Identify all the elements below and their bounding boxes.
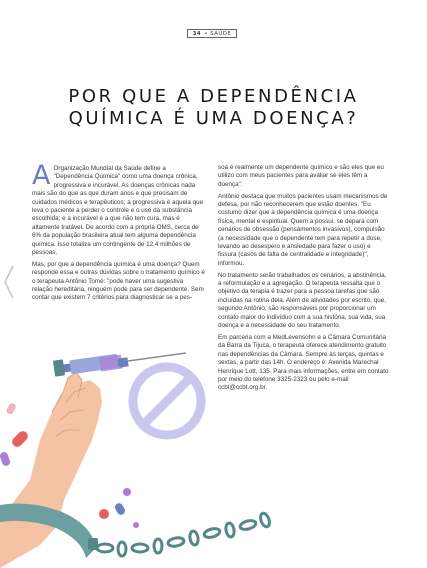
- article-title: [0, 86, 427, 130]
- page-header: [187, 29, 237, 38]
- previous-page-button[interactable]: [2, 262, 16, 302]
- page-number: 34: [192, 30, 202, 37]
- hand-syringe-illustration: [0, 330, 427, 568]
- prohibition-sign-icon: [133, 367, 201, 435]
- chain-icon: [97, 512, 271, 556]
- paragraph: soa é realmente um dependente químico e são eles que eu utilizo com meus pacientes para avaliar se eles têm a doença".: [218, 164, 384, 188]
- paragraph: No tratamento serão trabalhados os cenários, a abstinência, a reformulação e a agregação. O terapeuta ressalta que o objetivo da terapia é trazer para a pessoa tarefas que são incluídas na rotina dela. Além de atividades por escrito, que, segundo Antônio, são responsáveis por proporcionar um contato maior do indivíduo com a sua história, sua vida, sua doença e a necessidade do seu tratamento.: [218, 271, 387, 330]
- title-line-2: QUÍMICA É UMA DOENÇA?: [68, 108, 359, 129]
- paragraph: A Organização Mundial da Saúde define a "Dependência Química" como uma doença crônica, progressiva e incurável. As doenças crônicas nada mais são do que as que duram anos e que precisam de cuidados médicos e terapêuticos; a progressiva é aquela que leva o paciente a perder o controle e o uso da substância escolhida; e a incurável é a que não tem cura, mas é altamente tratável. De acordo com a própria OMS, cerca de 6% da população brasileira atual tem alguma dependência química. Isso totaliza um contingente de 12,4 milhões de pessoas.: [32, 160, 204, 257]
- title-line-1: POR QUE A DEPENDÊNCIA: [68, 86, 359, 107]
- section-sep: •: [202, 30, 211, 37]
- section-name: SAÚDE: [210, 30, 232, 37]
- chevron-left-icon: [3, 264, 15, 300]
- article-column-1: [32, 160, 205, 306]
- paragraph: Em parceria com a MedLevensohn e a Câmara Comunitária da Barra da Tijuca, o terapeuta oferece atendimento gratuito nas dependências da Câmara. Sempre às terças, quintas e sextas, a partir das 14h. O endereço é: Avenida Marechal Henrique Lott, 135. Para mais informações, entre em contato por meio do telefone 3325-2323 ou pelo e-mail ccbt@ccbt.org.br.: [218, 333, 389, 392]
- paragraph: Antônio destaca que muitos pacientes usam mecanismos de defesa, por não reconhecerem que estão doentes. "Eu costumo dizer que a dependência química é uma doença física, mental e espiritual. Quem a possui, se depara com cenários de obsessão (pensamentos invasivos), compulsão (a necessidade que o dependente tem para repetir a dose, levando ao desespero e ansiedade para fazer o uso) e fissura (casos de falta de centralidade e integridade)", informou.: [218, 192, 388, 267]
- paragraph: Mas, por que a dependência química é uma doença? Quem responde essa e outras dúvidas sobre o tratamento químico é o terapeuta Antônio Tomé: "pode haver uma sugestiva relação hereditária, ninguém pode para ser dependente. Sem contar que existem 7 critérios para diagnosticar se a pes-: [32, 260, 205, 302]
- dropcap: A: [32, 160, 51, 191]
